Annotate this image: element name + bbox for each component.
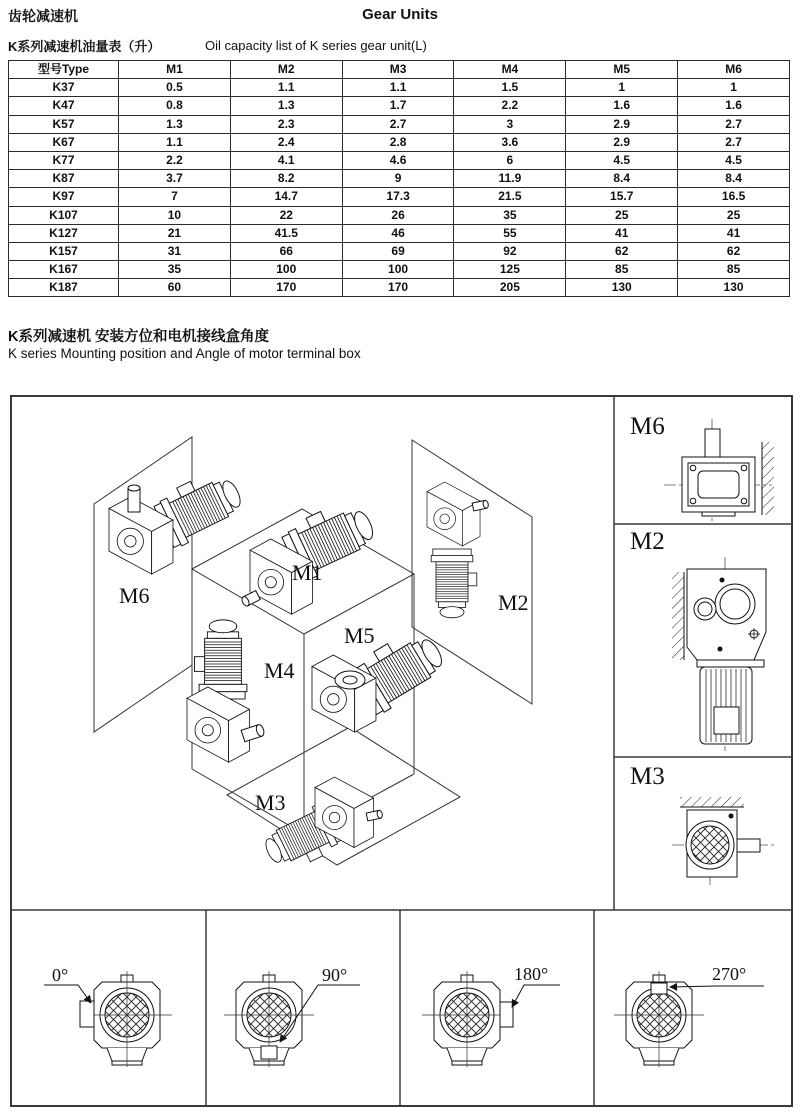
iso-label-m5: M5 bbox=[344, 623, 375, 648]
oil-capacity-cell: 2.7 bbox=[678, 133, 790, 151]
oil-capacity-cell: 35 bbox=[119, 261, 231, 279]
oil-capacity-cell: 2.7 bbox=[342, 115, 454, 133]
column-header: M1 bbox=[119, 61, 231, 79]
oil-capacity-cell: 17.3 bbox=[342, 188, 454, 206]
mounting-diagram-drawing bbox=[12, 397, 791, 1105]
panel-label-m3: M3 bbox=[630, 763, 665, 790]
oil-capacity-cell: 2.2 bbox=[119, 151, 231, 169]
oil-capacity-cell: 8.2 bbox=[230, 170, 342, 188]
oil-capacity-cell: 1.6 bbox=[566, 97, 678, 115]
oil-capacity-cell: 85 bbox=[678, 261, 790, 279]
oil-capacity-cell: 2.3 bbox=[230, 115, 342, 133]
table-row bbox=[9, 224, 790, 242]
oil-capacity-cell: 1 bbox=[678, 79, 790, 97]
angle-label-270: 270° bbox=[712, 964, 747, 984]
page-title-chinese: 齿轮减速机 bbox=[8, 8, 78, 24]
oil-table-caption-english: Oil capacity list of K series gear unit(L) bbox=[205, 38, 427, 53]
oil-capacity-cell: 170 bbox=[230, 279, 342, 297]
model-cell: K77 bbox=[9, 151, 119, 169]
model-cell: K167 bbox=[9, 261, 119, 279]
m6-unit bbox=[109, 465, 248, 574]
ceiling-hatch bbox=[680, 797, 744, 807]
model-cell: K37 bbox=[9, 79, 119, 97]
oil-capacity-cell: 69 bbox=[342, 242, 454, 260]
oil-capacity-cell: 2.7 bbox=[678, 115, 790, 133]
panel-label-m6: M6 bbox=[630, 413, 665, 440]
oil-capacity-cell: 41.5 bbox=[230, 224, 342, 242]
model-cell: K107 bbox=[9, 206, 119, 224]
oil-table-caption-chinese: K系列减速机油量表（升） bbox=[8, 39, 161, 54]
table-row bbox=[9, 151, 790, 169]
model-cell: K57 bbox=[9, 115, 119, 133]
column-header: M2 bbox=[230, 61, 342, 79]
iso-label-m3: M3 bbox=[255, 790, 286, 815]
column-header: M4 bbox=[454, 61, 566, 79]
oil-capacity-cell: 62 bbox=[678, 242, 790, 260]
table-row bbox=[9, 242, 790, 260]
oil-capacity-cell: 25 bbox=[678, 206, 790, 224]
oil-capacity-cell: 41 bbox=[678, 224, 790, 242]
oil-capacity-cell: 1.1 bbox=[342, 79, 454, 97]
angle-label-180: 180° bbox=[514, 964, 549, 984]
column-header: M3 bbox=[342, 61, 454, 79]
oil-capacity-cell: 6 bbox=[454, 151, 566, 169]
table-row bbox=[9, 261, 790, 279]
panel-label-m2: M2 bbox=[630, 528, 665, 555]
oil-capacity-cell: 1.1 bbox=[119, 133, 231, 151]
model-cell: K67 bbox=[9, 133, 119, 151]
oil-capacity-cell: 1.3 bbox=[230, 97, 342, 115]
table-row bbox=[9, 97, 790, 115]
table-row bbox=[9, 79, 790, 97]
oil-capacity-cell: 1.5 bbox=[454, 79, 566, 97]
table-row bbox=[9, 206, 790, 224]
column-header: M5 bbox=[566, 61, 678, 79]
model-cell: K187 bbox=[9, 279, 119, 297]
oil-capacity-cell: 1.1 bbox=[230, 79, 342, 97]
oil-capacity-cell: 130 bbox=[566, 279, 678, 297]
oil-capacity-cell: 4.6 bbox=[342, 151, 454, 169]
terminal-view-270deg bbox=[614, 971, 764, 1067]
oil-capacity-cell: 100 bbox=[230, 261, 342, 279]
oil-capacity-cell: 46 bbox=[342, 224, 454, 242]
panel-m3-drawing bbox=[672, 797, 776, 887]
oil-capacity-cell: 125 bbox=[454, 261, 566, 279]
oil-capacity-cell: 60 bbox=[119, 279, 231, 297]
m2-unit bbox=[427, 482, 489, 618]
oil-capacity-cell: 3 bbox=[454, 115, 566, 133]
column-header: 型号Type bbox=[9, 61, 119, 79]
oil-capacity-cell: 2.9 bbox=[566, 133, 678, 151]
oil-capacity-cell: 16.5 bbox=[678, 188, 790, 206]
oil-capacity-cell: 1.7 bbox=[342, 97, 454, 115]
oil-capacity-cell: 41 bbox=[566, 224, 678, 242]
oil-capacity-cell: 4.5 bbox=[566, 151, 678, 169]
column-header: M6 bbox=[678, 61, 790, 79]
iso-label-m2: M2 bbox=[498, 590, 529, 615]
oil-capacity-cell: 4.5 bbox=[678, 151, 790, 169]
oil-capacity-cell: 10 bbox=[119, 206, 231, 224]
oil-capacity-cell: 25 bbox=[566, 206, 678, 224]
oil-capacity-cell: 66 bbox=[230, 242, 342, 260]
oil-capacity-cell: 22 bbox=[230, 206, 342, 224]
oil-capacity-cell: 62 bbox=[566, 242, 678, 260]
oil-capacity-cell: 205 bbox=[454, 279, 566, 297]
model-cell: K97 bbox=[9, 188, 119, 206]
model-cell: K157 bbox=[9, 242, 119, 260]
mounting-heading-english: K series Mounting position and Angle of motor terminal box bbox=[8, 346, 361, 361]
oil-capacity-cell: 35 bbox=[454, 206, 566, 224]
panel-m6-drawing bbox=[664, 419, 774, 522]
oil-capacity-cell: 4.1 bbox=[230, 151, 342, 169]
wall-hatch-right bbox=[762, 442, 774, 515]
oil-capacity-cell: 1 bbox=[566, 79, 678, 97]
oil-capacity-cell: 2.4 bbox=[230, 133, 342, 151]
oil-capacity-cell: 21.5 bbox=[454, 188, 566, 206]
model-cell: K47 bbox=[9, 97, 119, 115]
oil-capacity-cell: 0.8 bbox=[119, 97, 231, 115]
oil-capacity-cell: 15.7 bbox=[566, 188, 678, 206]
oil-capacity-table bbox=[8, 60, 790, 297]
oil-capacity-cell: 21 bbox=[119, 224, 231, 242]
iso-label-m1: M1 bbox=[292, 560, 323, 585]
oil-capacity-cell: 2.9 bbox=[566, 115, 678, 133]
terminal-view-180deg bbox=[422, 971, 560, 1067]
mounting-position-diagram bbox=[10, 395, 793, 1107]
oil-capacity-cell: 8.4 bbox=[678, 170, 790, 188]
oil-capacity-cell: 3.7 bbox=[119, 170, 231, 188]
mounting-heading-chinese: K系列减速机 安装方位和电机接线盒角度 bbox=[8, 329, 269, 345]
iso-label-m6: M6 bbox=[119, 583, 150, 608]
table-row bbox=[9, 115, 790, 133]
iso-label-m4: M4 bbox=[264, 658, 295, 683]
oil-capacity-cell: 55 bbox=[454, 224, 566, 242]
table-row bbox=[9, 279, 790, 297]
oil-capacity-cell: 85 bbox=[566, 261, 678, 279]
oil-capacity-cell: 8.4 bbox=[566, 170, 678, 188]
oil-capacity-cell: 11.9 bbox=[454, 170, 566, 188]
oil-capacity-cell: 2.2 bbox=[454, 97, 566, 115]
model-cell: K87 bbox=[9, 170, 119, 188]
oil-capacity-cell: 0.5 bbox=[119, 79, 231, 97]
oil-capacity-cell: 130 bbox=[678, 279, 790, 297]
oil-capacity-cell: 26 bbox=[342, 206, 454, 224]
oil-capacity-cell: 31 bbox=[119, 242, 231, 260]
angle-label-0: 0° bbox=[52, 965, 69, 985]
oil-capacity-cell: 9 bbox=[342, 170, 454, 188]
table-row bbox=[9, 133, 790, 151]
oil-capacity-cell: 92 bbox=[454, 242, 566, 260]
oil-capacity-cell: 170 bbox=[342, 279, 454, 297]
oil-capacity-cell: 2.8 bbox=[342, 133, 454, 151]
page-title: Gear Units bbox=[362, 6, 438, 23]
oil-capacity-cell: 14.7 bbox=[230, 188, 342, 206]
angle-label-90: 90° bbox=[322, 965, 348, 985]
oil-capacity-cell: 7 bbox=[119, 188, 231, 206]
oil-capacity-cell: 100 bbox=[342, 261, 454, 279]
table-row bbox=[9, 188, 790, 206]
model-cell: K127 bbox=[9, 224, 119, 242]
wall-hatch-left bbox=[672, 572, 684, 660]
table-row bbox=[9, 170, 790, 188]
table-header-row bbox=[9, 61, 790, 79]
m4-unit bbox=[187, 620, 265, 762]
oil-capacity-cell: 1.3 bbox=[119, 115, 231, 133]
m1-unit bbox=[241, 495, 381, 615]
m5-unit bbox=[312, 623, 451, 732]
panel-m2-drawing bbox=[672, 557, 766, 751]
oil-capacity-cell: 1.6 bbox=[678, 97, 790, 115]
oil-capacity-cell: 3.6 bbox=[454, 133, 566, 151]
